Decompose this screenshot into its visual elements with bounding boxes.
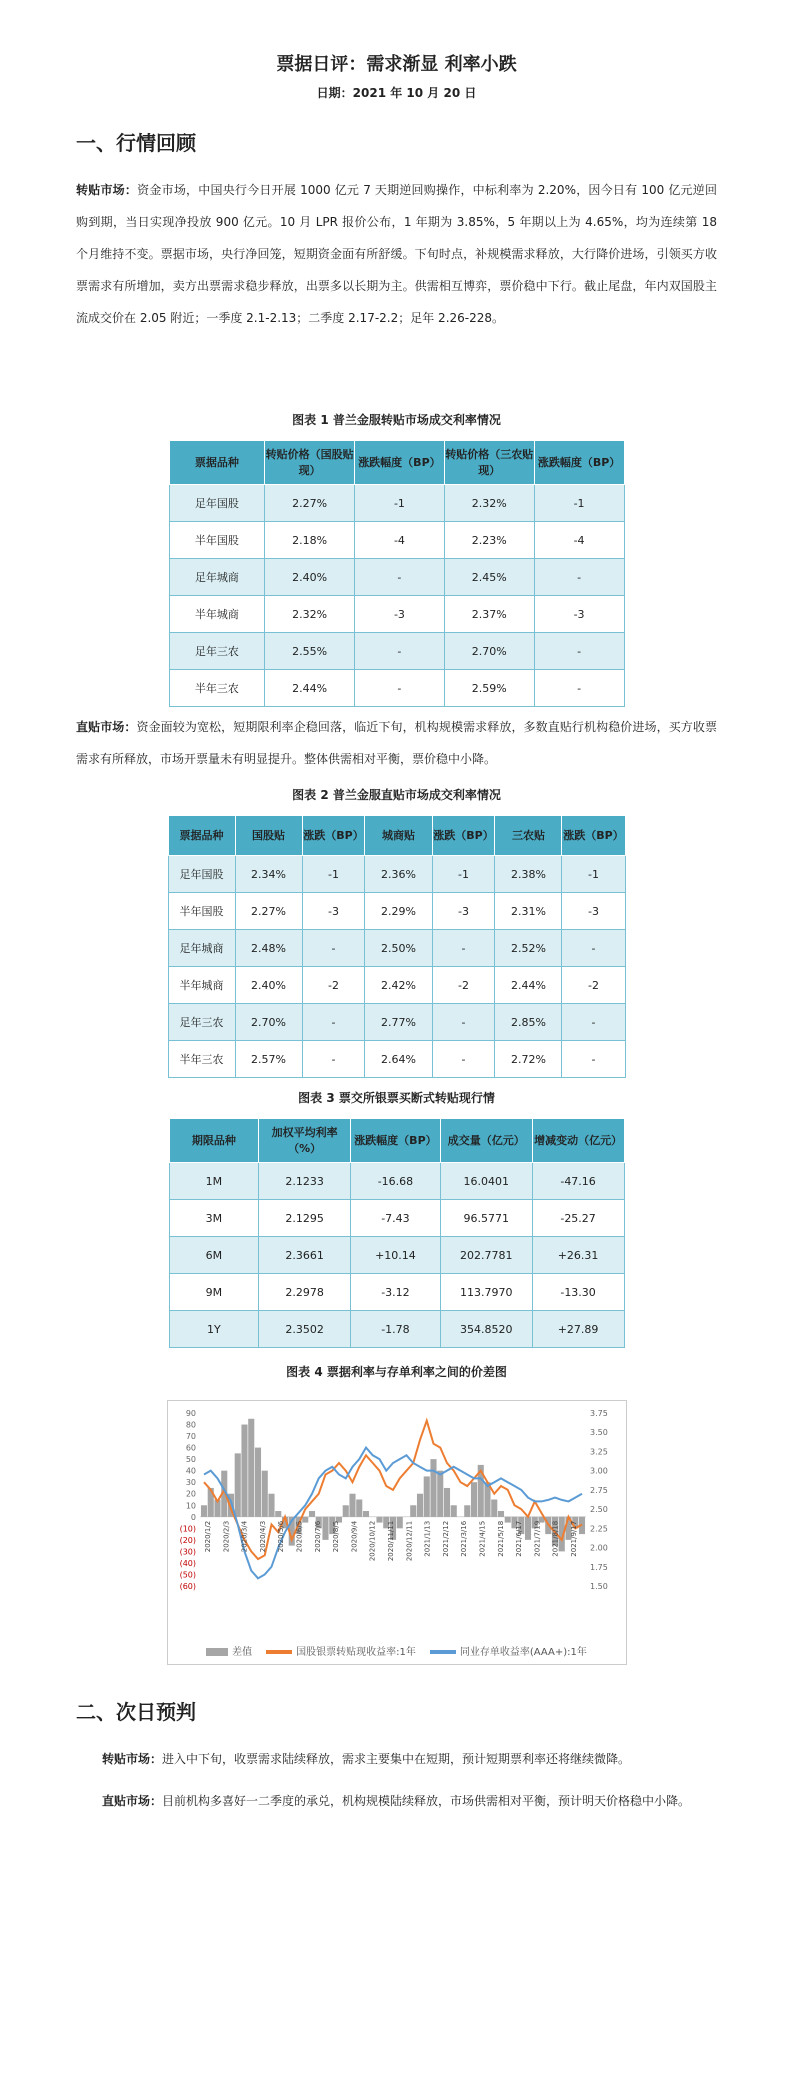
y-left-tick-label: 30 xyxy=(185,1478,196,1488)
section-heading-forecast: 二、次日预判 xyxy=(76,1700,196,1724)
table-header-row xyxy=(169,1119,624,1163)
y-right-tick-label: 3.00 xyxy=(589,1466,608,1476)
y-left-tick-label: 80 xyxy=(185,1420,196,1430)
table-header-row xyxy=(169,441,624,485)
legend-item-spread xyxy=(206,1643,252,1658)
x-tick-label: 2020/1/2 xyxy=(203,1520,212,1553)
legend-label: 差值 xyxy=(232,1647,253,1658)
x-tick-label: 2021/5/18 xyxy=(496,1520,505,1557)
table-cell: 足年国股 xyxy=(169,485,265,522)
y-right-tick-label: 1.75 xyxy=(589,1562,608,1572)
transfer-rate-table xyxy=(169,440,625,707)
y-left-tick-label: 50 xyxy=(185,1455,196,1465)
paragraph-label: 直贴市场： xyxy=(102,1794,163,1808)
paragraph-direct-market xyxy=(76,711,717,773)
y-left-tick-label: 40 xyxy=(185,1466,196,1476)
table-cell: 2.85% xyxy=(495,1004,562,1041)
spread-chart-svg xyxy=(168,1401,626,1631)
column-header: 城商贴 xyxy=(365,816,432,856)
x-tick-label: 2021/7/19 xyxy=(532,1520,541,1557)
y-left-tick-label: (30) xyxy=(179,1547,196,1557)
table-cell: -2 xyxy=(432,967,495,1004)
table-cell: 2.72% xyxy=(495,1041,562,1078)
spread-bar xyxy=(423,1476,429,1516)
y-right-tick-label: 3.25 xyxy=(589,1447,608,1457)
table-cell: - xyxy=(432,930,495,967)
table-row xyxy=(168,1041,625,1078)
table-cell: - xyxy=(534,633,624,670)
table-cell: 2.44% xyxy=(495,967,562,1004)
table-cell: 2.42% xyxy=(365,967,432,1004)
table-cell: 2.32% xyxy=(444,485,534,522)
x-tick-label: 2021/4/15 xyxy=(478,1520,486,1557)
spread-bar xyxy=(275,1511,281,1517)
y-left-tick-label: 10 xyxy=(185,1501,196,1511)
table-cell: 2.1233 xyxy=(259,1163,351,1200)
column-header: 涨跌幅度（BP） xyxy=(355,441,445,485)
table-cell: 2.3661 xyxy=(259,1237,351,1274)
spread-bar xyxy=(234,1453,240,1516)
spread-bar xyxy=(430,1459,436,1517)
y-left-tick-label: 0 xyxy=(190,1512,196,1522)
x-tick-label: 2021/8/18 xyxy=(551,1520,560,1557)
table-cell: -2 xyxy=(562,967,625,1004)
section-heading-review: 一、行情回顾 xyxy=(76,131,196,155)
table-cell: 2.57% xyxy=(235,1041,302,1078)
table-cell: -3 xyxy=(355,596,445,633)
paragraph-label: 直贴市场： xyxy=(76,720,137,734)
table-caption-3: 图表 3 票交所银票买断式转贴现行情 xyxy=(298,1091,495,1105)
table-cell: 16.0401 xyxy=(440,1163,532,1200)
table-cell: 2.52% xyxy=(495,930,562,967)
table-cell: 2.38% xyxy=(495,856,562,893)
chart-caption-4: 图表 4 票据利率与存单利率之间的价差图 xyxy=(286,1365,507,1379)
table-cell: 96.5771 xyxy=(440,1200,532,1237)
paragraph-text: 进入中下旬，收票需求陆续释放，需求主要集中在短期，预计短期票利率还将继续微降。 xyxy=(162,1752,631,1766)
spread-chart xyxy=(167,1400,627,1665)
spread-bar xyxy=(362,1511,368,1517)
table-cell: 2.77% xyxy=(365,1004,432,1041)
x-tick-label: 2020/3/4 xyxy=(240,1520,249,1553)
table-cell: 3M xyxy=(169,1200,259,1237)
table-cell: 202.7781 xyxy=(440,1237,532,1274)
spread-bar xyxy=(396,1517,402,1529)
table-cell: - xyxy=(355,633,445,670)
legend-swatch xyxy=(430,1650,456,1654)
x-tick-label: 2021/9/17 xyxy=(569,1520,578,1557)
legend-label: 国股银票转贴现收益率:1年 xyxy=(296,1647,416,1658)
column-header: 转贴价格（国股贴现） xyxy=(265,441,355,485)
x-tick-label: 2020/9/4 xyxy=(349,1520,358,1553)
table-cell: -13.30 xyxy=(532,1274,624,1311)
spread-bar xyxy=(450,1505,456,1517)
y-left-tick-label: 60 xyxy=(185,1443,196,1453)
spread-bar xyxy=(268,1494,274,1517)
table-cell: -25.27 xyxy=(532,1200,624,1237)
table-row xyxy=(168,856,625,893)
table-cell: 2.37% xyxy=(444,596,534,633)
paragraph-text: 资金市场，中国央行今日开展 1000 亿元 7 天期逆回购操作，中标利率为 2.20%，因今日有 100 亿元逆回购到期，当日实现净投放 900 亿元。10 月 LPR 报价公布，1 年期为 3.85%，5 年期以上为 4.65%，均为连续第 18 个月维持不变。票据市场，央行净回笼，短期资金面有所舒缓。下旬时点，补规模需求释放，大行降价进场，引领买方收票需求有所增加，卖方出票需求稳步释放，出票多以长期为主。供需相互博弈，票价稳中下行。截止尾盘，年内双国股主流成交价在 2.05 附近；一季度 2.1-2.13；二季度 2.17-2.2；足年 2.26-228。 xyxy=(76,183,717,325)
x-tick-label: 2020/2/3 xyxy=(221,1520,230,1553)
table-cell: 足年城商 xyxy=(169,559,265,596)
column-header: 涨跌（BP） xyxy=(562,816,625,856)
x-tick-label: 2021/6/17 xyxy=(514,1520,523,1557)
column-header: 国股贴 xyxy=(235,816,302,856)
table-row xyxy=(169,485,624,522)
table-row xyxy=(169,633,624,670)
column-header: 票据品种 xyxy=(168,816,235,856)
spread-bar xyxy=(497,1511,503,1517)
y-left-tick-label: (60) xyxy=(179,1582,196,1591)
table-cell: -7.43 xyxy=(351,1200,441,1237)
spread-bar xyxy=(308,1511,314,1517)
table-cell: -3 xyxy=(432,893,495,930)
spread-bar xyxy=(254,1448,260,1517)
y-left-tick-label: (40) xyxy=(179,1558,196,1568)
spread-bar xyxy=(524,1517,530,1540)
x-tick-label: 2020/5/6 xyxy=(276,1520,285,1553)
table-row xyxy=(169,559,624,596)
y-right-tick-label: 2.75 xyxy=(589,1485,608,1495)
table-cell: 113.7970 xyxy=(440,1274,532,1311)
table-cell: 足年三农 xyxy=(168,1004,235,1041)
column-header: 涨跌幅度（BP） xyxy=(534,441,624,485)
table-cell: -1 xyxy=(432,856,495,893)
table-row xyxy=(169,522,624,559)
table-cell: +10.14 xyxy=(351,1237,441,1274)
spread-bar xyxy=(200,1505,206,1517)
x-tick-label: 2020/10/12 xyxy=(368,1520,377,1562)
table-header-row xyxy=(168,816,625,856)
table-cell: 354.8520 xyxy=(440,1311,532,1348)
table-cell: - xyxy=(302,930,365,967)
table-cell: 2.23% xyxy=(444,522,534,559)
report-date: 日期：2021 年 10 月 20 日 xyxy=(316,86,477,100)
direct-rate-table xyxy=(168,815,626,1078)
table-cell: 2.1295 xyxy=(259,1200,351,1237)
y-right-tick-label: 2.25 xyxy=(589,1524,608,1534)
spread-bar xyxy=(504,1517,510,1523)
table-row xyxy=(169,1274,624,1311)
y-left-tick-label: 20 xyxy=(185,1489,196,1499)
y-right-tick-label: 2.50 xyxy=(589,1505,608,1515)
table-cell: 2.64% xyxy=(365,1041,432,1078)
table-cell: 足年城商 xyxy=(168,930,235,967)
table-cell: 2.32% xyxy=(265,596,355,633)
column-header: 成交量（亿元） xyxy=(440,1119,532,1163)
table-cell: 2.34% xyxy=(235,856,302,893)
x-tick-label: 2020/8/5 xyxy=(331,1520,340,1553)
table-cell: 9M xyxy=(169,1274,259,1311)
table-cell: 2.3502 xyxy=(259,1311,351,1348)
column-header: 转贴价格（三农贴现） xyxy=(444,441,534,485)
table-cell: - xyxy=(534,670,624,707)
table-cell: 2.40% xyxy=(235,967,302,1004)
table-cell: 2.40% xyxy=(265,559,355,596)
table-caption-1: 图表 1 普兰金服转贴市场成交利率情况 xyxy=(292,413,501,427)
spread-bar xyxy=(491,1500,497,1517)
x-tick-label: 2020/11/11 xyxy=(386,1520,395,1562)
x-tick-label: 2020/6/5 xyxy=(295,1520,303,1553)
paragraph-forecast-direct xyxy=(76,1785,717,1817)
table-cell: 2.2978 xyxy=(259,1274,351,1311)
table-cell: 2.27% xyxy=(265,485,355,522)
table-cell: 2.18% xyxy=(265,522,355,559)
y-left-tick-label: (20) xyxy=(179,1535,196,1545)
table-cell: - xyxy=(562,930,625,967)
table-cell: 2.48% xyxy=(235,930,302,967)
legend-swatch xyxy=(206,1648,228,1656)
table-cell: - xyxy=(432,1041,495,1078)
column-header: 增减变动（亿元） xyxy=(532,1119,624,1163)
table-cell: +26.31 xyxy=(532,1237,624,1274)
table-cell: -3 xyxy=(562,893,625,930)
table-cell: 足年国股 xyxy=(168,856,235,893)
spread-bar xyxy=(416,1494,422,1517)
y-right-tick-label: 3.50 xyxy=(589,1428,608,1438)
column-header: 涨跌幅度（BP） xyxy=(351,1119,441,1163)
spread-bar xyxy=(470,1482,476,1517)
table-cell: - xyxy=(302,1041,365,1078)
table-row xyxy=(168,1004,625,1041)
table-cell: 2.45% xyxy=(444,559,534,596)
table-row xyxy=(169,1200,624,1237)
table-row xyxy=(169,596,624,633)
table-cell: 2.44% xyxy=(265,670,355,707)
page-title: 票据日评：需求渐显 利率小跌 xyxy=(276,54,517,75)
table-cell: 2.27% xyxy=(235,893,302,930)
column-header: 期限品种 xyxy=(169,1119,259,1163)
table-cell: - xyxy=(302,1004,365,1041)
y-right-tick-label: 1.50 xyxy=(589,1582,608,1591)
table-cell: 1Y xyxy=(169,1311,259,1348)
table-cell: -4 xyxy=(355,522,445,559)
table-row xyxy=(168,930,625,967)
table-cell: -4 xyxy=(534,522,624,559)
y-left-tick-label: (10) xyxy=(179,1524,196,1534)
x-tick-label: 2020/12/11 xyxy=(404,1520,413,1562)
y-left-tick-label: 90 xyxy=(185,1409,196,1418)
spread-bar xyxy=(322,1517,328,1540)
column-header: 加权平均利率（%） xyxy=(259,1119,351,1163)
spread-bar xyxy=(464,1505,470,1517)
table-cell: 半年三农 xyxy=(168,1041,235,1078)
table-cell: -1 xyxy=(355,485,445,522)
x-tick-label: 2021/3/16 xyxy=(459,1520,468,1557)
column-header: 三农贴 xyxy=(495,816,562,856)
table-cell: -16.68 xyxy=(351,1163,441,1200)
x-tick-label: 2020/4/3 xyxy=(258,1520,267,1553)
paragraph-label: 转贴市场： xyxy=(76,183,138,197)
legend-swatch xyxy=(266,1650,292,1654)
table-row xyxy=(169,1311,624,1348)
spread-bar xyxy=(443,1488,449,1517)
table-cell: - xyxy=(355,559,445,596)
spread-bar xyxy=(437,1471,443,1517)
table-caption-2: 图表 2 普兰金服直贴市场成交利率情况 xyxy=(292,788,501,802)
table-cell: -1 xyxy=(534,485,624,522)
table-cell: 半年三农 xyxy=(169,670,265,707)
table-cell: 2.50% xyxy=(365,930,432,967)
legend-item-cd-rate xyxy=(430,1643,587,1658)
table-cell: 2.55% xyxy=(265,633,355,670)
paragraph-text: 目前机构多喜好一二季度的承兑，机构规模陆续释放，市场供需相对平衡，预计明天价格稳中小降。 xyxy=(162,1794,691,1808)
table-cell: -3 xyxy=(534,596,624,633)
legend-label: 同业存单收益率(AAA+):1年 xyxy=(459,1647,587,1658)
spread-bar xyxy=(248,1419,254,1517)
table-cell: 半年城商 xyxy=(168,967,235,1004)
table-cell: - xyxy=(534,559,624,596)
x-tick-label: 2020/7/6 xyxy=(313,1520,322,1553)
legend-item-bill-rate xyxy=(266,1643,416,1658)
paragraph-transfer-market xyxy=(76,174,717,404)
y-left-tick-label: (50) xyxy=(179,1570,196,1580)
table-cell: - xyxy=(432,1004,495,1041)
table-cell: 半年国股 xyxy=(169,522,265,559)
table-cell: 半年城商 xyxy=(169,596,265,633)
column-header: 涨跌（BP） xyxy=(302,816,365,856)
table-cell: -2 xyxy=(302,967,365,1004)
table-row xyxy=(168,967,625,1004)
table-cell: 2.29% xyxy=(365,893,432,930)
spread-bar xyxy=(356,1500,362,1517)
x-tick-label: 2021/2/12 xyxy=(441,1520,450,1557)
table-cell: -1 xyxy=(562,856,625,893)
spread-bar xyxy=(261,1471,267,1517)
y-right-tick-label: 3.75 xyxy=(589,1409,608,1418)
table-cell: -1.78 xyxy=(351,1311,441,1348)
spread-bar xyxy=(349,1494,355,1517)
table-cell: 半年国股 xyxy=(168,893,235,930)
table-row xyxy=(169,1163,624,1200)
paragraph-label: 转贴市场： xyxy=(102,1752,163,1766)
column-header: 涨跌（BP） xyxy=(432,816,495,856)
table-row xyxy=(168,893,625,930)
exchange-rate-table xyxy=(169,1118,625,1348)
table-row xyxy=(169,1237,624,1274)
chart-legend xyxy=(168,1643,626,1658)
table-cell: -3.12 xyxy=(351,1274,441,1311)
y-right-tick-label: 2.00 xyxy=(589,1543,608,1553)
table-cell: - xyxy=(562,1041,625,1078)
table-cell: 6M xyxy=(169,1237,259,1274)
table-cell: 2.36% xyxy=(365,856,432,893)
paragraph-forecast-transfer xyxy=(76,1743,717,1775)
table-cell: 1M xyxy=(169,1163,259,1200)
spread-bar xyxy=(342,1505,348,1517)
spread-bar xyxy=(241,1425,247,1517)
column-header: 票据品种 xyxy=(169,441,265,485)
table-cell: -1 xyxy=(302,856,365,893)
paragraph-text: 资金面较为宽松，短期限利率企稳回落，临近下旬，机构规模需求释放，多数直贴行机构稳价进场，买方收票需求有所释放，市场开票量未有明显提升。整体供需相对平衡，票价稳中小降。 xyxy=(76,720,717,766)
table-cell: 足年三农 xyxy=(169,633,265,670)
table-cell: 2.31% xyxy=(495,893,562,930)
table-cell: +27.89 xyxy=(532,1311,624,1348)
table-cell: -3 xyxy=(302,893,365,930)
spread-bar xyxy=(376,1517,382,1523)
table-cell: - xyxy=(562,1004,625,1041)
table-cell: 2.70% xyxy=(444,633,534,670)
table-cell: 2.59% xyxy=(444,670,534,707)
table-cell: - xyxy=(355,670,445,707)
table-row xyxy=(169,670,624,707)
table-cell: 2.70% xyxy=(235,1004,302,1041)
x-tick-label: 2021/1/13 xyxy=(423,1520,432,1557)
y-left-tick-label: 70 xyxy=(185,1432,196,1442)
spread-bar xyxy=(410,1505,416,1517)
table-cell: -47.16 xyxy=(532,1163,624,1200)
